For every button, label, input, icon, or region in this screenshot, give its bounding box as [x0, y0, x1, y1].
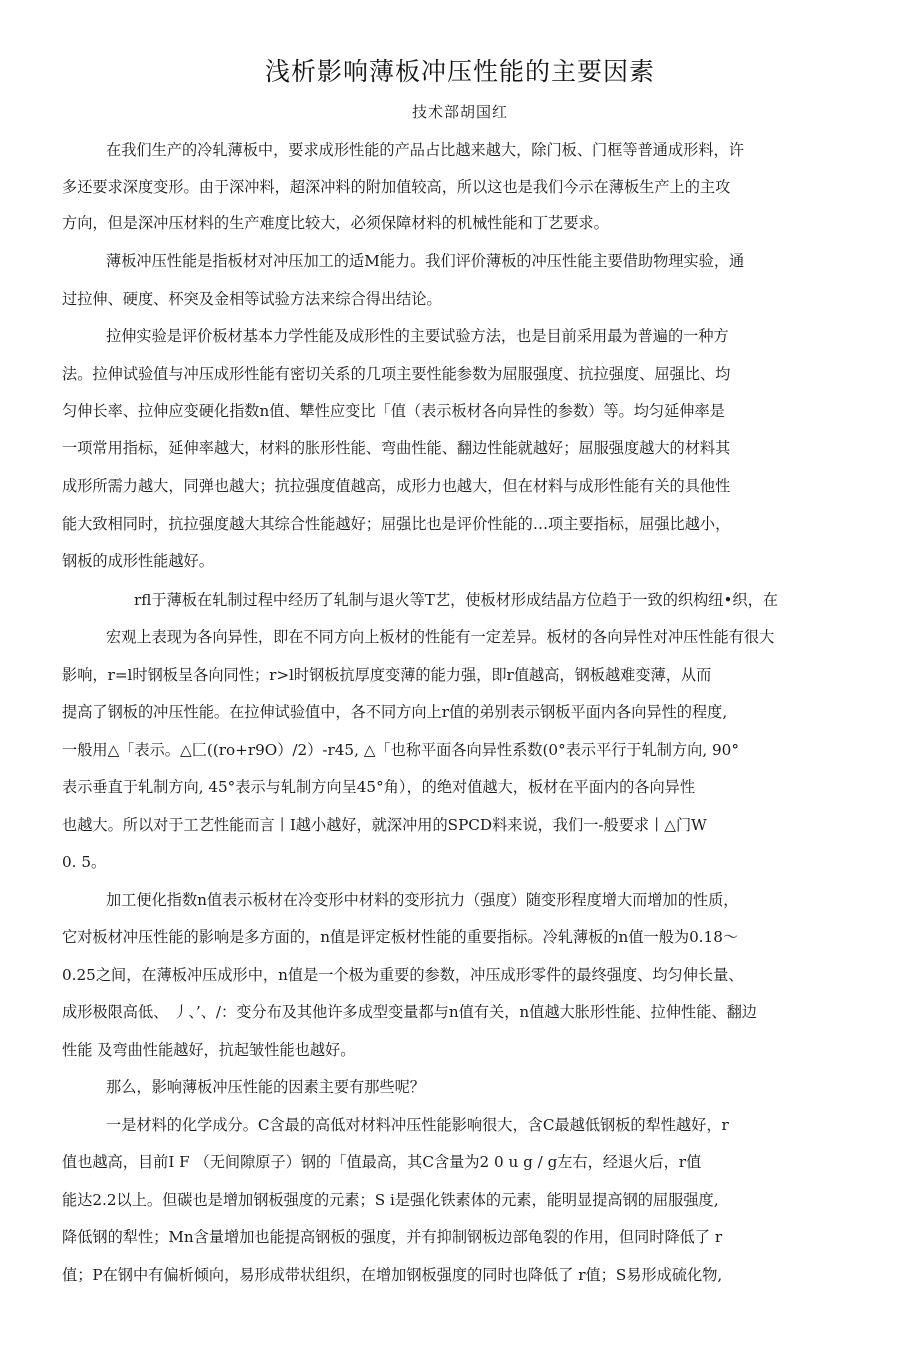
- text-line: 性能 及弯曲性能越好，抗起皱性能也越好。: [62, 1041, 356, 1059]
- text-line: 降低钢的犁性；Mn含量增加也能提高钢板的强度，并有抑制钢板边部龟裂的作用，但同时降低了 r: [62, 1228, 723, 1246]
- text-line: 那么，影响薄板冲压性能的因素主要有那些呢？: [106, 1078, 425, 1096]
- document-title: 浅析影响薄板冲压性能的主要因素: [264, 57, 655, 86]
- text-line: 多还要求深度变形。由于深冲料，超深冲料的附加值较高，所以这也是我们今示在薄板生产上的主攻: [62, 178, 731, 196]
- text-line: 薄板冲压性能是指板材对冲压加工的适M能力。我们评价薄板的冲压性能主要借助物理实验，通: [106, 252, 745, 270]
- text-line: 能达2.2以上。但碳也是增加钢板强度的元素；S i是强化铁素体的元素，能明显提高钢的屈服强度,: [62, 1191, 719, 1209]
- text-line: 影响，r=l时钢板呈各向同性；r>l时钢板抗厚度变薄的能力强，即r值越高，钢板越难变薄，从而: [62, 666, 712, 684]
- text-line: 法。拉伸试验值与冲压成形性能有密切关系的几项主要性能参数为屈服强度、抗拉强度、屈强比、均: [62, 365, 731, 383]
- text-line: 一般用△「表示。△匚((ro+r9O）/2）-r45, △「也称平面各向异性系数(0°表示平行于轧制方向, 90°: [62, 741, 739, 759]
- text-line: 钢板的成形性能越好。: [62, 552, 214, 570]
- text-line: 一项常用指标，延伸率越大，材料的胀形性能、弯曲性能、翻边性能就越好；屈服强度越大的材料其: [62, 439, 731, 457]
- author-line: 技术部胡国红: [411, 103, 508, 121]
- text-line: 一是材料的化学成分。C含最的高低对材料冲压性能影响很大，含C最越低钢板的犁性越好，r: [106, 1116, 729, 1134]
- text-line: 匀伸长率、拉伸应变硬化指数n值、犨性应变比「值（表示板材各向异性的参数）等。均匀延伸率是: [62, 402, 725, 420]
- text-line: 值也越高，目前I F （无间隙原子）钢的「值最高，其C含量为2 0 u g / g左右，经退火后，r值: [62, 1153, 702, 1171]
- text-line: 在我们生产的冷轧薄板中，要求成形性能的产品占比越来越大，除门板、门框等普通成形料，许: [106, 141, 744, 159]
- text-line: rfl于薄板在轧制过程中经历了轧制与退火等T艺，使板材形成结晶方位趋于一致的织构纽•织，在: [134, 591, 778, 609]
- text-line: 成形极限高低、 丿、’、/：变分布及其他许多成型变量都与n值有关，n值越大胀形性能、拉伸性能、翻边: [62, 1003, 757, 1021]
- text-line: 0. 5。: [62, 853, 107, 871]
- text-line: 值；P在钢中有偏析倾向，易形成带状组织，在增加钢板强度的同时也降低了 r值；S易形成硫化物,: [62, 1266, 723, 1284]
- text-line: 提高了钢板的冲压性能。在拉伸试验值中，各不同方向上r值的弟别表示钢板平面内各向异性的程度,: [62, 703, 728, 721]
- text-line: 宏观上表现为各向异性，即在不同方向上板材的性能有一定差异。板材的各向异性对冲压性能有很大: [106, 628, 775, 646]
- text-line: 过拉伸、硬度、杯突及金相等试验方法来综合得出结论。: [62, 290, 442, 308]
- text-line: 方向，但是深冲压材料的生产难度比较大，必须保障材料的机械性能和丁艺要求。: [62, 214, 609, 232]
- text-line: 0.25之间，在薄板冲压成形中，n值是一个极为重要的参数，冲压成形零件的最终强度、均匀伸长量、: [62, 966, 744, 984]
- text-line: 也越大。所以对于工艺性能而言丨I越小越好，就深冲用的SPCD料来说，我们一-般要求丨△门W: [62, 816, 707, 834]
- text-line: 它对板材冲压性能的影响是多方面的，n值是评定板材性能的重要指标。冷轧薄板的n值一般为0.18〜: [62, 928, 739, 946]
- text-line: 能大致相同时，抗拉强度越大其综合性能越好；屈强比也是评价性能的…项主要指标，屈强比越小，: [62, 515, 731, 533]
- text-line: 加工便化指数n值表示板材在冷变形中材料的变形抗力（强度）随变形程度增大而增加的性质，: [106, 891, 739, 909]
- text-line: 表示垂直于轧制方向, 45°表示与轧制方向呈45°角），的绝对值越大，板材在平面内的各向异性: [62, 778, 696, 796]
- text-line: 成形所需力越大，同弹也越大；抗拉强度值越高，成形力也越大，但在材料与成形性能有关的具他性: [62, 477, 731, 495]
- text-line: 拉伸实验是评价板材基本力学性能及成形性的主要试验方法，也是目前采用最为普遍的一种方: [106, 327, 729, 345]
